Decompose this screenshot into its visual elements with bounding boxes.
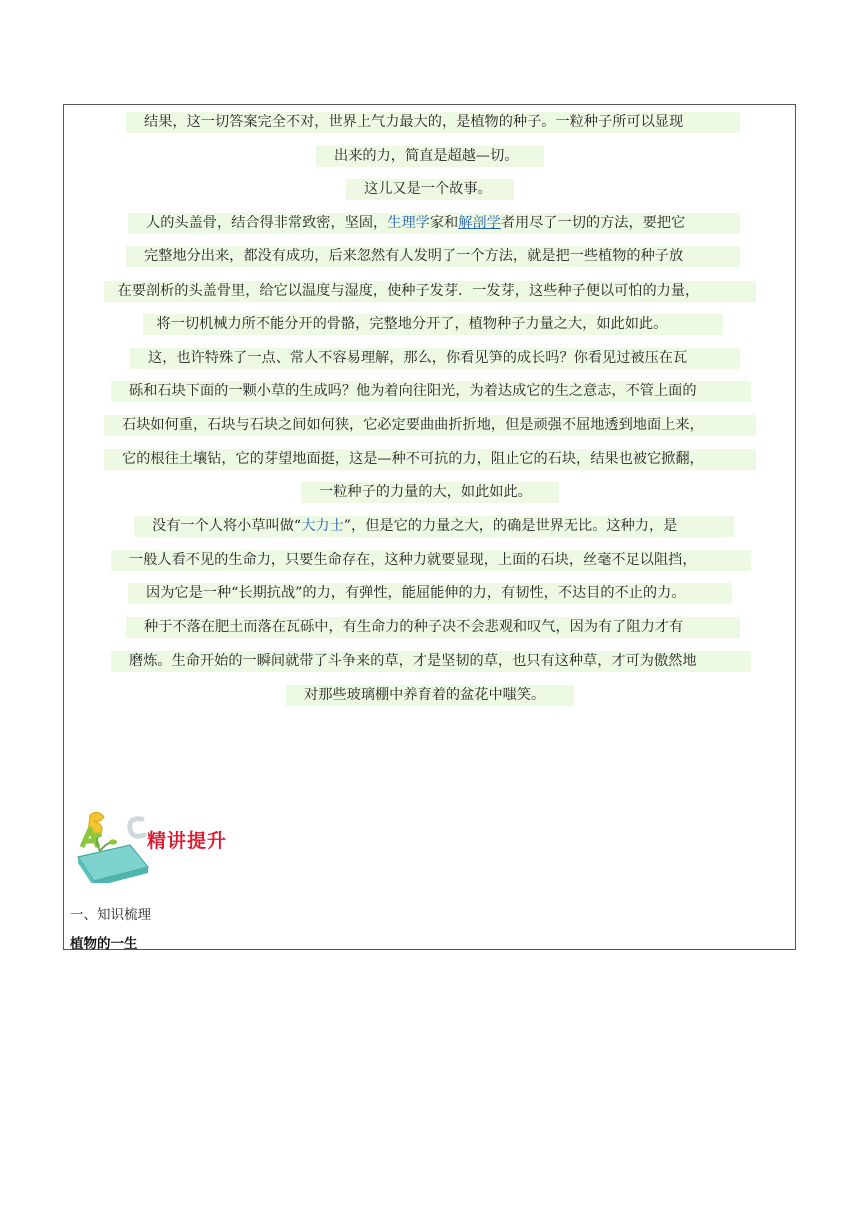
passage-line-6: 在要剖析的头盖骨里，给它以温度与湿度，使种子发芽．一发芽，这些种子便以可怕的力量，: [104, 281, 756, 302]
section-banner-title: 精讲提升: [147, 830, 228, 852]
passage-line-17: 磨炼。生命开始的一瞬间就带了斗争来的草，才是坚韧的草，也只有这种草，才可为傲然地: [111, 651, 751, 672]
link-physiology[interactable]: 生理学: [387, 215, 430, 231]
passage-line-2: 出来的力，简直是超越—切。: [316, 146, 544, 167]
passage-line-9: 砾和石块下面的一颗小草的生成吗？他为着向往阳光，为着达成它的生之意志，不管上面的: [111, 381, 751, 402]
section-subheading: 植物的一生: [70, 936, 138, 952]
passage-line-7: 将一切机械力所不能分开的骨骼，完整地分开了，植物种子力量之大，如此如此。: [143, 314, 723, 335]
passage-line-13: 没有一个人将小草叫做“大力士”，但是它的力量之大，的确是世界无比。这种力，是: [134, 516, 734, 537]
passage-line-16: 种于不落在肥土而落在瓦砾中，有生命力的种子决不会悲观和叹气，因为有了阻力才有: [126, 617, 740, 638]
passage-line-12: 一粒种子的力量的大，如此如此。: [301, 482, 559, 503]
passage-line-1: 结果，这一切答案完全不对，世界上气力最大的，是植物的种子。一粒种子所可以显现: [126, 112, 740, 133]
passage-line-15: 因为它是一种“长期抗战”的力，有弹性，能屈能伸的力，有韧性，不达目的不止的力。: [128, 583, 732, 604]
passage-line-8: 这，也许特殊了一点、常人不容易理解，那么，你看见笋的成长吗？你看见过被压在瓦: [130, 348, 740, 369]
passage-line-4: 人的头盖骨，结合得非常致密，坚固，生理学家和解剖学者用尽了一切的方法，要把它: [128, 213, 740, 234]
passage-line-18: 对那些玻璃棚中养育着的盆花中嗤笑。: [286, 685, 574, 706]
passage-line-10: 石块如何重，石块与石块之间如何狭，它必定要曲曲折折地，但是顽强不屈地透到地面上来，: [104, 415, 756, 436]
section-heading: 一、知识梳理: [70, 907, 151, 923]
passage-line-5: 完整地分出来，都没有成功，后来忽然有人发明了一个方法，就是把一些植物的种子放: [126, 246, 740, 267]
passage-line-14: 一般人看不见的生命力，只要生命存在，这种力就要显现，上面的石块，丝毫不足以阻挡，: [111, 550, 751, 571]
passage-line-3: 这儿又是一个故事。: [346, 179, 514, 200]
passage-line-11: 它的根往土壤钻，它的芽望地面挺，这是—种不可抗的力，阻止它的石块，结果也被它掀翻，: [104, 449, 756, 470]
link-anatomy[interactable]: 解剖学: [458, 215, 501, 231]
link-strongman[interactable]: 大力士: [301, 518, 344, 534]
